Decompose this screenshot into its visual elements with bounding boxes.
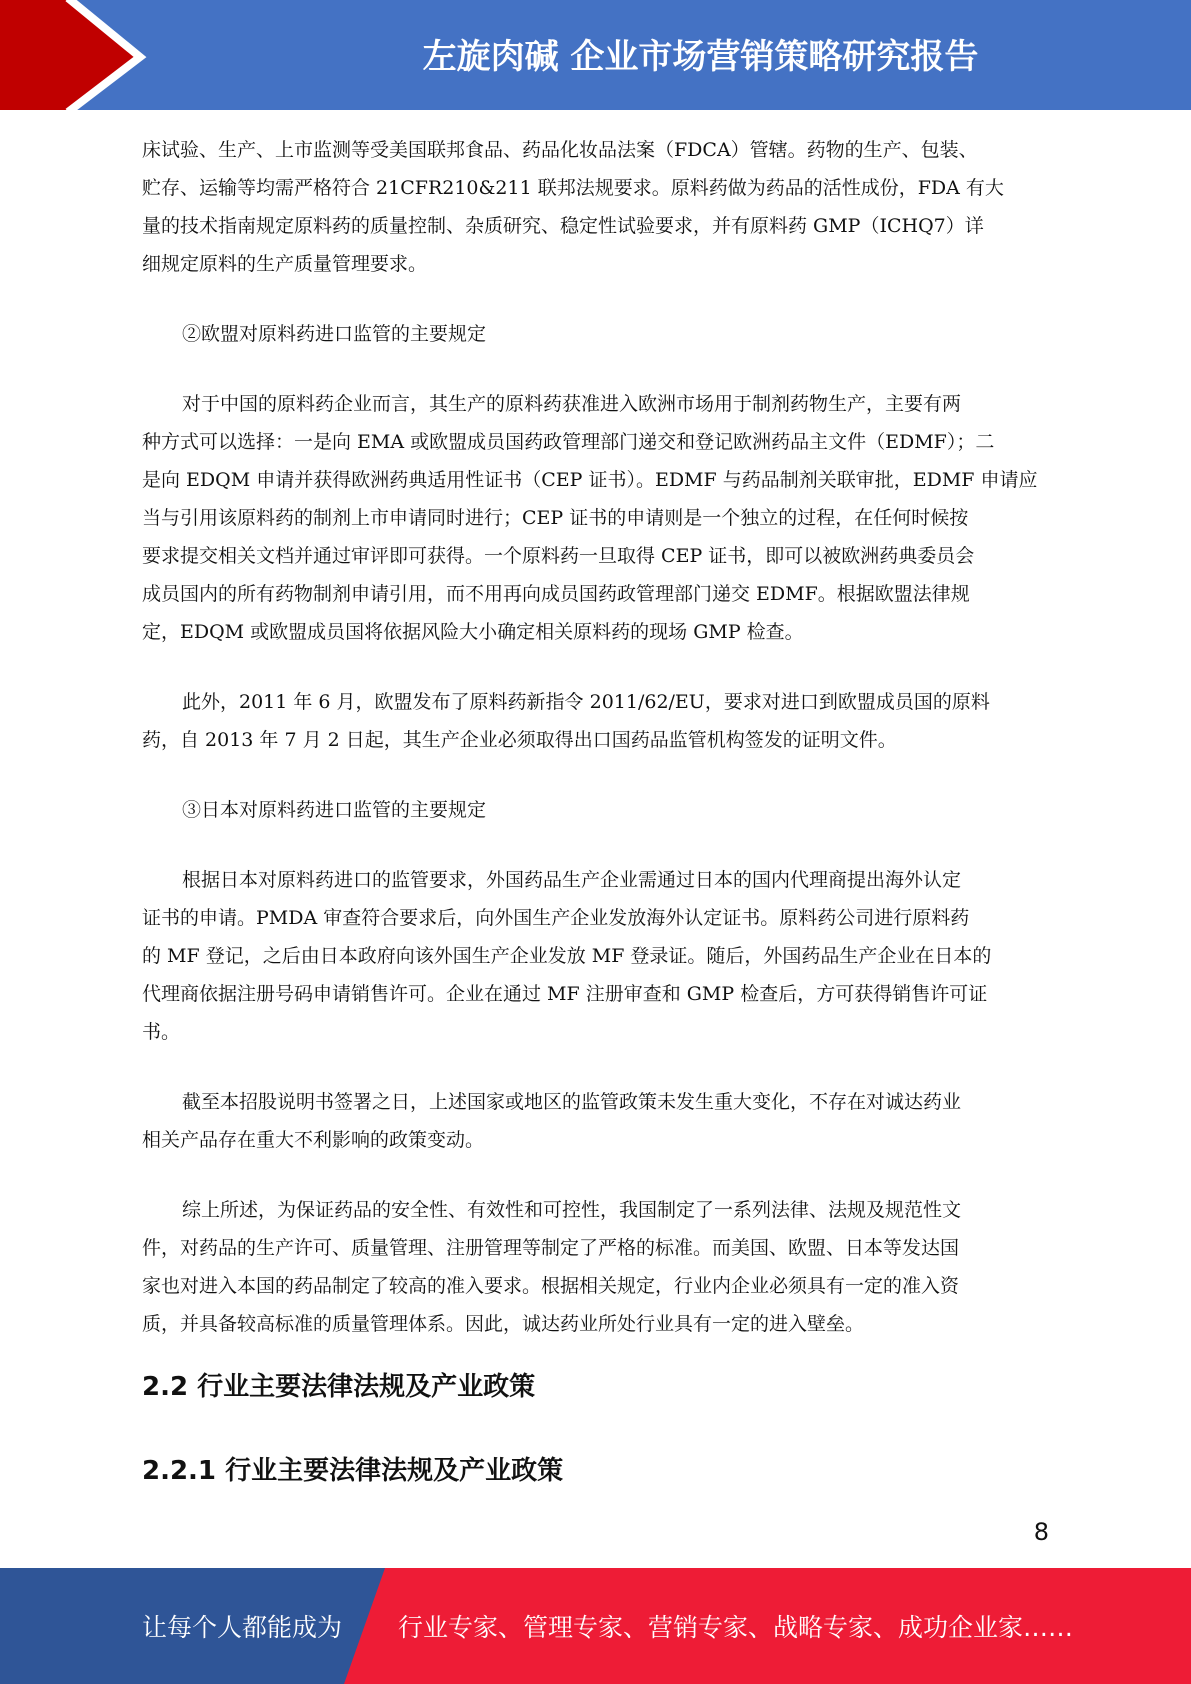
- text-line: 是向 EDQM 申请并获得欧洲药典适用性证书（CEP 证书）。EDMF 与药品制剂关联审批，EDMF 申请应: [142, 469, 1038, 491]
- text-line: 当与引用该原料药的制剂上市申请同时进行；CEP 证书的申请则是一个独立的过程，在任何时候按: [142, 507, 969, 529]
- text-line: 件，对药品的生产许可、质量管理、注册管理等制定了严格的标准。而美国、欧盟、日本等发达国: [142, 1237, 960, 1259]
- subheading-japan-regulation: ③日本对原料药进口监管的主要规定: [182, 799, 487, 821]
- page-header: [0, 0, 1191, 110]
- text-line: 家也对进入本国的药品制定了较高的准入要求。根据相关规定，行业内企业必须具有一定的准入资: [142, 1275, 960, 1297]
- page-footer: [0, 1568, 1191, 1684]
- footer-slogan-left: 让每个人都能成为: [142, 1613, 343, 1642]
- subheading-eu-regulation: ②欧盟对原料药进口监管的主要规定: [182, 323, 487, 345]
- text-line: 细规定原料的生产质量管理要求。: [142, 253, 428, 275]
- text-line: 证书的申请。PMDA 审查符合要求后，向外国生产企业发放海外认定证书。原料药公司进行原料药: [142, 907, 970, 929]
- text-line: 定，EDQM 或欧盟成员国将依据风险大小确定相关原料药的现场 GMP 检查。: [142, 621, 804, 643]
- paragraph-japan: [142, 861, 1052, 1051]
- text-line: 贮存、运输等均需严格符合 21CFR210&211 联邦法规要求。原料药做为药品的活性成份，FDA 有大: [142, 177, 1004, 199]
- paragraph-eu-directive: [142, 683, 1052, 759]
- text-line: 书。: [142, 1021, 181, 1043]
- document-body: [142, 131, 1052, 1535]
- report-title: [150, 0, 1191, 106]
- text-line: 床试验、生产、上市监测等受美国联邦食品、药品化妆品法案（FDCA）管辖。药物的生产、包装、: [142, 139, 978, 161]
- text-line: 截至本招股说明书签署之日，上述国家或地区的监管政策未发生重大变化，不存在对诚达药业: [182, 1091, 962, 1113]
- page-number: 8: [1033, 1518, 1049, 1546]
- footer-slogan-right: 行业专家、管理专家、营销专家、战略专家、成功企业家……: [398, 1613, 1074, 1642]
- text-line: 量的技术指南规定原料药的质量控制、杂质研究、稳定性试验要求，并有原料药 GMP（ICHQ7）详: [142, 215, 984, 237]
- text-line: 根据日本对原料药进口的监管要求，外国药品生产企业需通过日本的国内代理商提出海外认定: [182, 869, 962, 891]
- paragraph-us-regulation: [142, 131, 1052, 283]
- section-heading-2-2-1: 2.2.1 行业主要法律法规及产业政策: [142, 1456, 564, 1486]
- text-line: 要求提交相关文档并通过审评即可获得。一个原料药一旦取得 CEP 证书，即可以被欧洲药典委员会: [142, 545, 975, 567]
- paragraph-summary: [142, 1191, 1052, 1343]
- report-title-text: 左旋肉碱 企业市场营销策略研究报告: [422, 36, 979, 77]
- text-line: 此外，2011 年 6 月，欧盟发布了原料药新指令 2011/62/EU，要求对进口到欧盟成员国的原料: [182, 691, 990, 713]
- text-line: 综上所述，为保证药品的安全性、有效性和可控性，我国制定了一系列法律、法规及规范性文: [182, 1199, 962, 1221]
- text-line: 对于中国的原料药企业而言，其生产的原料药获准进入欧洲市场用于制剂药物生产，主要有两: [182, 393, 962, 415]
- text-line: 相关产品存在重大不利影响的政策变动。: [142, 1129, 485, 1151]
- text-line: 成员国内的所有药物制剂申请引用，而不用再向成员国药政管理部门递交 EDMF。根据欧盟法律规: [142, 583, 970, 605]
- text-line: 药，自 2013 年 7 月 2 日起，其生产企业必须取得出口国药品监管机构签发的证明文件。: [142, 729, 897, 751]
- text-line: 质，并具备较高标准的质量管理体系。因此，诚达药业所处行业具有一定的进入壁垒。: [142, 1313, 865, 1335]
- paragraph-no-change: [142, 1083, 1052, 1159]
- text-line: 的 MF 登记，之后由日本政府向该外国生产企业发放 MF 登录证。随后，外国药品生产企业在日本的: [142, 945, 992, 967]
- section-heading-2-2: 2.2 行业主要法律法规及产业政策: [142, 1372, 536, 1402]
- text-line: 代理商依据注册号码申请销售许可。企业在通过 MF 注册审查和 GMP 检查后，方可获得销售许可证: [142, 983, 988, 1005]
- paragraph-eu-paths: [142, 385, 1052, 651]
- text-line: 种方式可以选择：一是向 EMA 或欧盟成员国药政管理部门递交和登记欧洲药品主文件（EDMF）；二: [142, 431, 995, 453]
